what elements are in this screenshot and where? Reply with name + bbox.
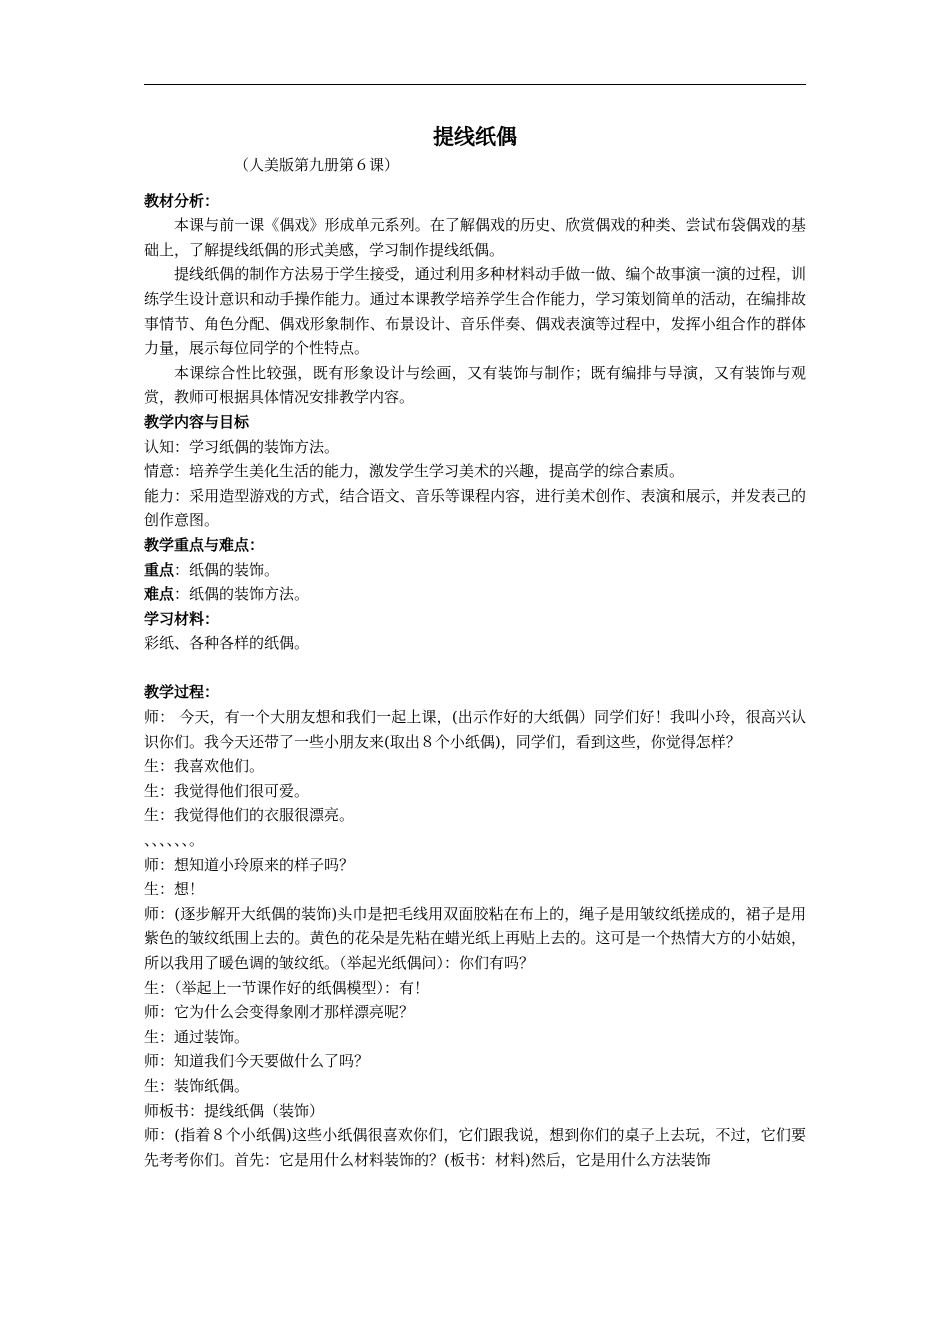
goals-heading: 教学内容与目标 xyxy=(144,412,250,431)
section-analysis xyxy=(144,189,806,410)
goal-item: 能力：采用造型游戏的方式，结合语文、音乐等课程内容，进行美术创作、表演和展示，并发表己的创作意图。 xyxy=(144,486,806,530)
section-key-points xyxy=(144,533,806,607)
materials-text: 彩纸、各种各样的纸偶。 xyxy=(144,634,310,653)
dialogue-line: 师：它为什么会变得象刚才那样漂亮呢？ xyxy=(144,1003,415,1022)
document-body xyxy=(144,122,806,1172)
focus-line xyxy=(144,558,806,583)
analysis-heading: 教材分析： xyxy=(144,191,220,210)
focus-label: 重点 xyxy=(144,560,175,579)
focus-text: ：纸偶的装饰。 xyxy=(174,560,280,579)
dialogue-line: 师：知道我们今天要做什么了吗？ xyxy=(144,1052,370,1071)
dialogue-line: 师：(逐步解开大纸偶的装饰)头巾是把毛线用双面胶粘在布上的，绳子是用皱纹纸搓成的，裙子是用紫色的皱纹纸围上去的。黄色的花朵是先粘在蜡光纸上再贴上去的。这可是一个热情大方的小姑娘，所以我用了暖色调的皱纹纸。（举起光纸偶问）：你们有吗？ xyxy=(144,904,806,972)
dialogue-line: 师板书：提线纸偶（装饰） xyxy=(144,1101,325,1120)
document-title: 提线纸偶 xyxy=(433,124,517,149)
key-points-heading: 教学重点与难点： xyxy=(144,535,265,554)
difficulty-line xyxy=(144,582,806,607)
dialogue-line: 、、、、、、。 xyxy=(144,831,205,850)
section-goals xyxy=(144,410,806,533)
difficulty-label: 难点 xyxy=(144,585,175,604)
header-rule xyxy=(144,84,806,85)
dialogue-line: 生：（举起上一节课作好的纸偶模型）：有！ xyxy=(144,978,430,997)
document-subtitle: （人美版第九册第６课） xyxy=(234,156,400,174)
goal-item: 情意：培养学生美化生活的能力，激发学生学习美术的兴趣，提高学的综合素质。 xyxy=(144,462,685,481)
section-materials xyxy=(144,607,806,656)
dialogue-line: 师： 今天，有一个大朋友想和我们一起上课，(出示作好的大纸偶）同学们好！我叫小玲，很高兴认识你们。我今天还带了一些小朋友来(取出８个小纸偶)，同学们，看到这些，你觉得怎样？ xyxy=(144,708,806,751)
dialogue-line: 师：想知道小玲原来的样子吗？ xyxy=(144,855,355,874)
materials-heading: 学习材料： xyxy=(144,609,220,628)
difficulty-text: ：纸偶的装饰方法。 xyxy=(174,585,310,604)
dialogue-line: 生：我喜欢他们。 xyxy=(144,757,265,776)
process-heading: 教学过程： xyxy=(144,683,220,702)
dialogue-line: 生：我觉得他们的衣服很漂亮。 xyxy=(144,806,355,825)
analysis-paragraph: 本课综合性比较强，既有形象设计与绘画，又有装饰与制作；既有编排与导演，又有装饰与观赏，教师可根据具体情况安排教学内容。 xyxy=(144,363,806,407)
dialogue-line: 师：(指着８个小纸偶)这些小纸偶很喜欢你们，它们跟我说，想到你们的桌子上去玩，不过，它们要先考考你们。首先：它是用什么材料装饰的？(板书：材料)然后，它是用什么方法装饰 xyxy=(144,1126,806,1169)
dialogue-line: 生：装饰纸偶。 xyxy=(144,1076,250,1095)
dialogue-line: 生：通过装饰。 xyxy=(144,1027,250,1046)
section-process xyxy=(144,680,806,1172)
dialogue-line: 生：想！ xyxy=(144,880,205,899)
analysis-paragraph: 提线纸偶的制作方法易于学生接受，通过利用多种材料动手做一做、编个故事演一演的过程，训练学生设计意识和动手操作能力。通过本课教学培养学生合作能力，学习策划简单的活动，在编排故事情节、角色分配、偶戏形象制作、布景设计、音乐伴奏、偶戏表演等过程中，发挥小组合作的群体力量，展示每位同学的个性特点。 xyxy=(144,265,806,358)
blank-line xyxy=(144,656,806,681)
goal-item: 认知：学习纸偶的装饰方法。 xyxy=(144,437,340,456)
dialogue-line: 生：我觉得他们很可爱。 xyxy=(144,781,310,800)
analysis-paragraph: 本课与前一课《偶戏》形成单元系列。在了解偶戏的历史、欣赏偶戏的种类、尝试布袋偶戏的基础上，了解提线纸偶的形式美感，学习制作提线纸偶。 xyxy=(144,216,806,259)
